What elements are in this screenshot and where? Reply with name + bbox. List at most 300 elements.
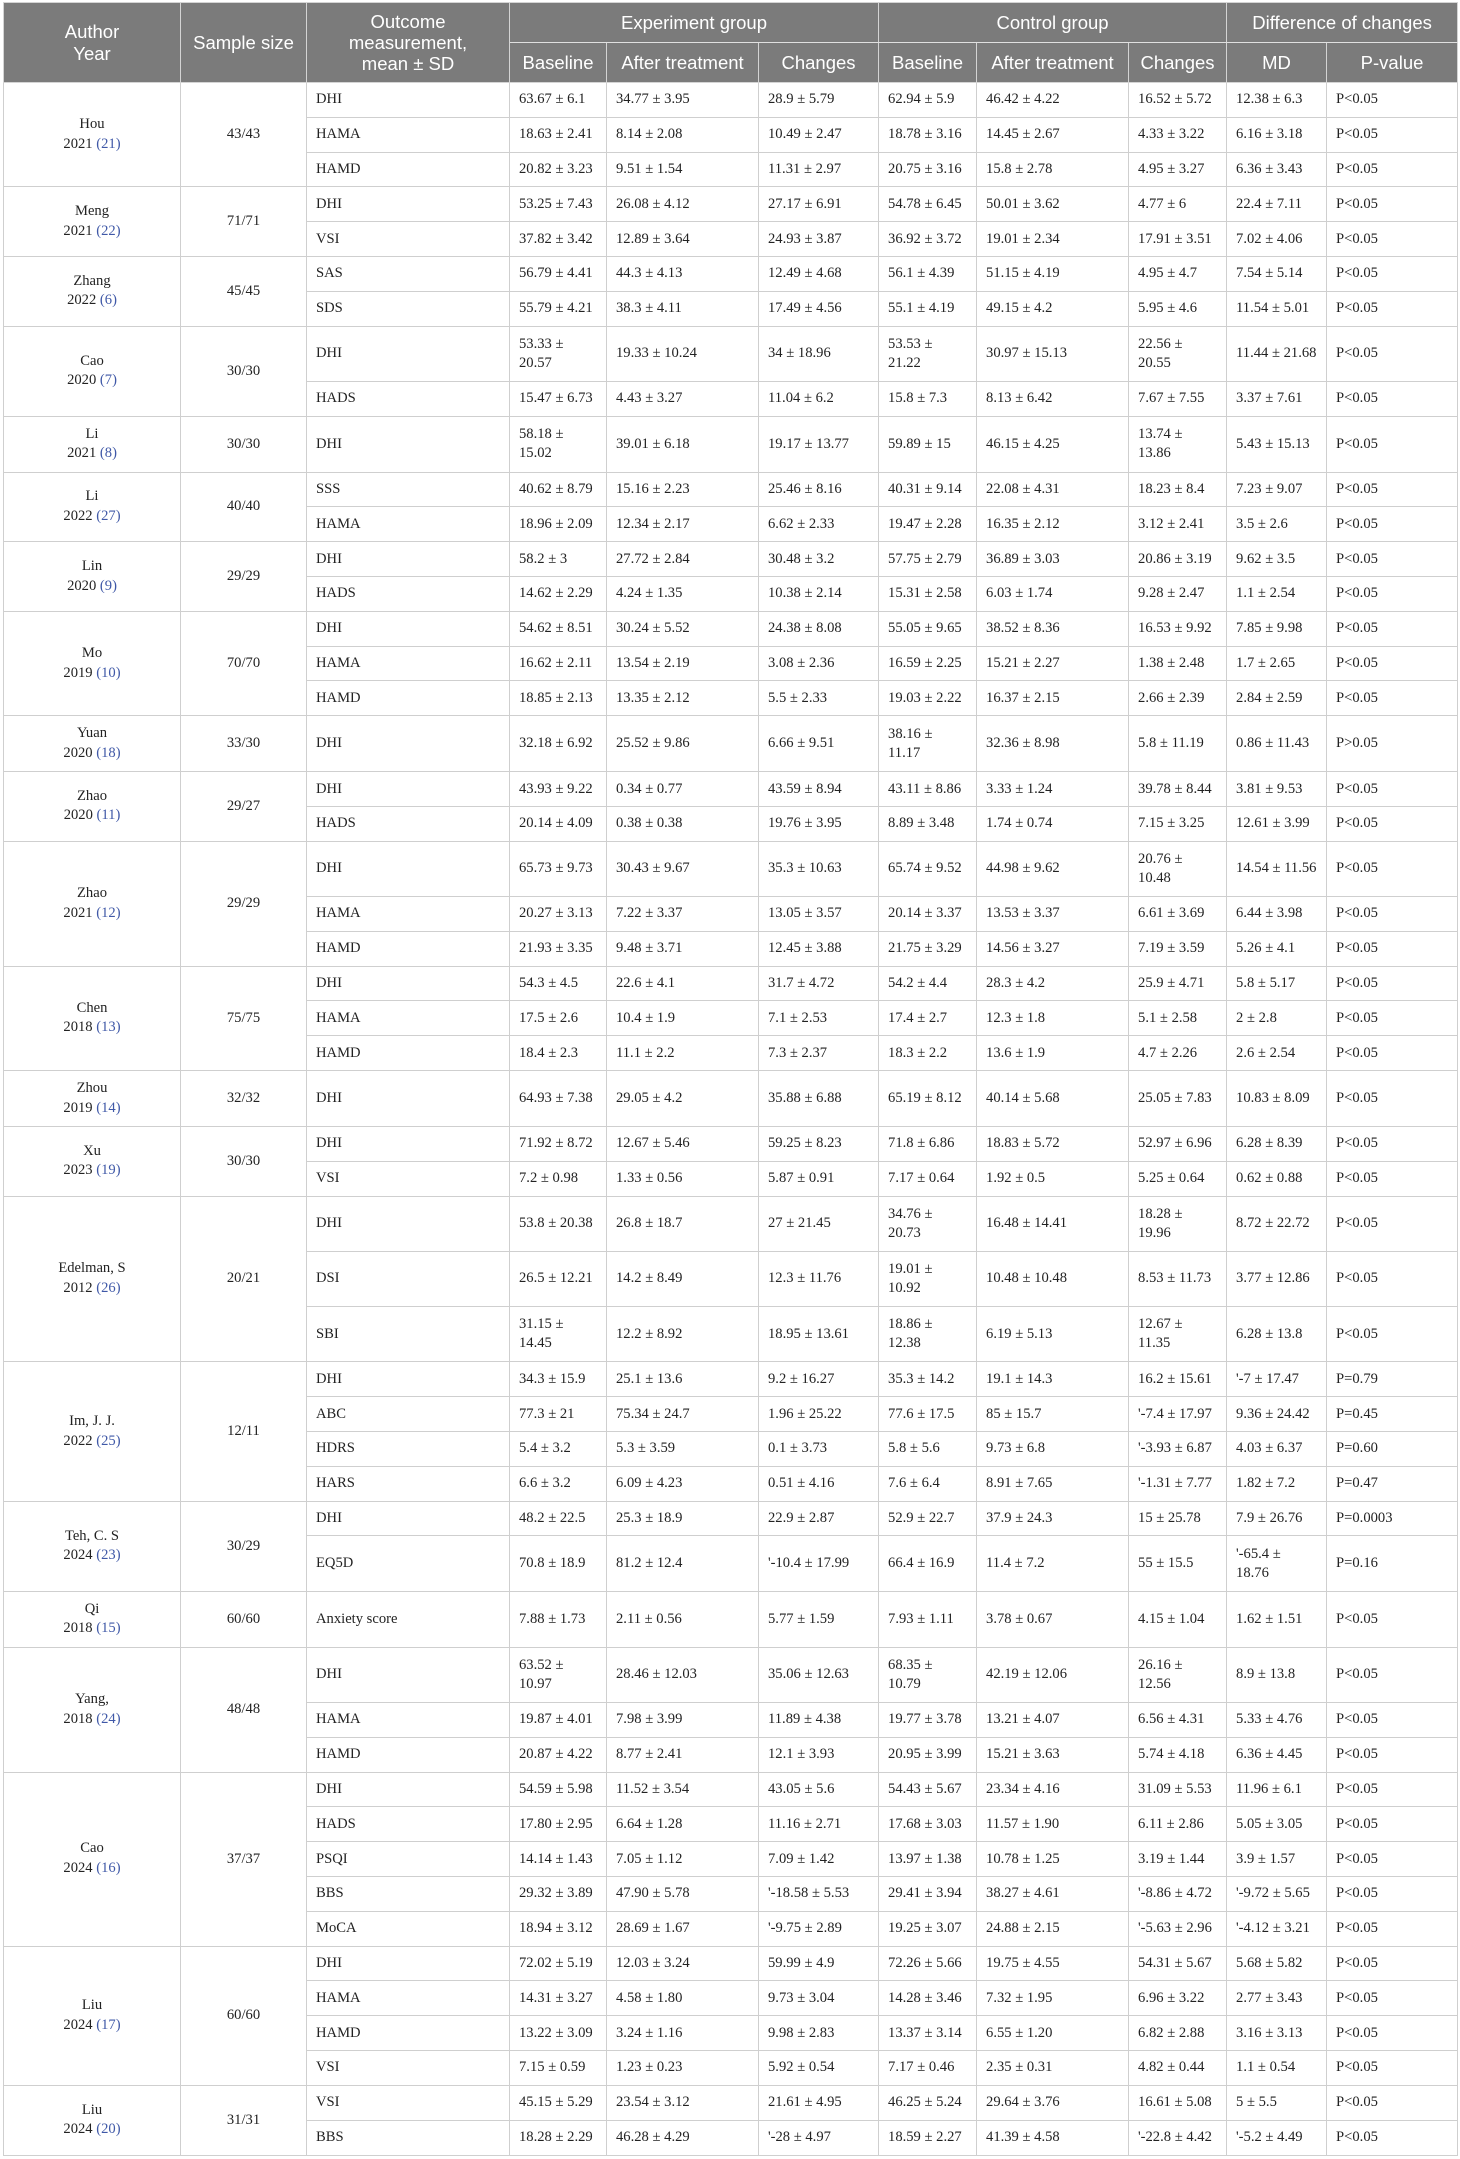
header-ctl-baseline: Baseline xyxy=(879,43,977,83)
ctl-changes-cell: '-7.4 ± 17.97 xyxy=(1129,1397,1227,1432)
study-year: 2019 xyxy=(63,1099,93,1116)
exp-baseline-cell: 29.32 ± 3.89 xyxy=(510,1876,607,1911)
exp-after-cell: 12.34 ± 2.17 xyxy=(607,507,759,542)
ctl-after-cell: 8.91 ± 7.65 xyxy=(977,1466,1129,1501)
author-year-cell xyxy=(4,83,181,187)
exp-changes-cell: 22.9 ± 2.87 xyxy=(759,1501,879,1536)
sample-size-cell: 29/29 xyxy=(181,841,307,966)
ctl-baseline-cell: 34.76 ± 20.73 xyxy=(879,1196,977,1251)
exp-changes-cell: '-10.4 ± 17.99 xyxy=(759,1536,879,1591)
md-cell: 2.77 ± 3.43 xyxy=(1227,1981,1327,2016)
study-year: 2012 xyxy=(63,1279,93,1296)
md-cell: 0.62 ± 0.88 xyxy=(1227,1161,1327,1196)
outcome-cell: DHI xyxy=(307,326,510,381)
ctl-changes-cell: 4.15 ± 1.04 xyxy=(1129,1591,1227,1647)
outcome-cell: DHI xyxy=(307,966,510,1001)
sample-size-cell: 48/48 xyxy=(181,1647,307,1772)
results-table xyxy=(3,2,1458,2156)
ctl-baseline-cell: 68.35 ± 10.79 xyxy=(879,1647,977,1702)
sample-size-cell: 37/37 xyxy=(181,1772,307,1946)
table-body xyxy=(4,83,1458,2156)
ctl-after-cell: 19.75 ± 4.55 xyxy=(977,1946,1129,1981)
ctl-baseline-cell: 40.31 ± 9.14 xyxy=(879,472,977,507)
study-year: 2022 xyxy=(63,1432,93,1449)
exp-baseline-cell: 34.3 ± 15.9 xyxy=(510,1362,607,1397)
exp-baseline-cell: 26.5 ± 12.21 xyxy=(510,1251,607,1306)
exp-changes-cell: 59.25 ± 8.23 xyxy=(759,1126,879,1161)
study-year: 2024 xyxy=(63,2121,93,2138)
p-value-cell: P<0.05 xyxy=(1327,2051,1458,2086)
exp-after-cell: 26.08 ± 4.12 xyxy=(607,187,759,222)
ctl-baseline-cell: 18.3 ± 2.2 xyxy=(879,1036,977,1071)
exp-changes-cell: 5.87 ± 0.91 xyxy=(759,1161,879,1196)
outcome-cell: HAMD xyxy=(307,681,510,716)
md-cell: 2.84 ± 2.59 xyxy=(1227,681,1327,716)
outcome-cell: DHI xyxy=(307,542,510,577)
p-value-cell: P<0.05 xyxy=(1327,187,1458,222)
ctl-baseline-cell: 65.74 ± 9.52 xyxy=(879,841,977,896)
sample-size-cell: 29/29 xyxy=(181,542,307,612)
exp-changes-cell: 35.3 ± 10.63 xyxy=(759,841,879,896)
md-cell: 12.61 ± 3.99 xyxy=(1227,806,1327,841)
ctl-baseline-cell: 19.25 ± 3.07 xyxy=(879,1911,977,1946)
outcome-cell: HAMA xyxy=(307,1001,510,1036)
author-year-cell xyxy=(4,1647,181,1772)
p-value-cell: P<0.05 xyxy=(1327,291,1458,326)
exp-baseline-cell: 63.52 ± 10.97 xyxy=(510,1647,607,1702)
reference-link[interactable]: (21) xyxy=(96,135,121,152)
exp-baseline-cell: 31.15 ± 14.45 xyxy=(510,1307,607,1362)
md-cell: 1.1 ± 0.54 xyxy=(1227,2051,1327,2086)
author-name: Liu xyxy=(81,2101,103,2118)
author-name: Li xyxy=(85,488,99,505)
ctl-baseline-cell: 8.89 ± 3.48 xyxy=(879,806,977,841)
p-value-cell: P<0.05 xyxy=(1327,1251,1458,1306)
exp-baseline-cell: 65.73 ± 9.73 xyxy=(510,841,607,896)
sample-size-cell: 12/11 xyxy=(181,1362,307,1501)
md-cell: 5.05 ± 3.05 xyxy=(1227,1807,1327,1842)
ctl-after-cell: 22.08 ± 4.31 xyxy=(977,472,1129,507)
ctl-changes-cell: 54.31 ± 5.67 xyxy=(1129,1946,1227,1981)
ctl-changes-cell: '-5.63 ± 2.96 xyxy=(1129,1911,1227,1946)
md-cell: 6.16 ± 3.18 xyxy=(1227,117,1327,152)
exp-changes-cell: 10.49 ± 2.47 xyxy=(759,117,879,152)
ctl-changes-cell: 3.12 ± 2.41 xyxy=(1129,507,1227,542)
reference-link[interactable]: (11) xyxy=(96,807,121,824)
md-cell: 5.43 ± 15.13 xyxy=(1227,416,1327,472)
exp-changes-cell: 21.61 ± 4.95 xyxy=(759,2085,879,2120)
ctl-changes-cell: 2.66 ± 2.39 xyxy=(1129,681,1227,716)
reference-link[interactable]: (18) xyxy=(96,744,121,761)
ctl-baseline-cell: 16.59 ± 2.25 xyxy=(879,646,977,681)
md-cell: 8.72 ± 22.72 xyxy=(1227,1196,1327,1251)
ctl-changes-cell: 6.82 ± 2.88 xyxy=(1129,2016,1227,2051)
exp-changes-cell: 11.31 ± 2.97 xyxy=(759,152,879,187)
exp-after-cell: 81.2 ± 12.4 xyxy=(607,1536,759,1591)
ctl-after-cell: 16.35 ± 2.12 xyxy=(977,507,1129,542)
header-author-year xyxy=(4,3,181,83)
reference-link[interactable]: (7) xyxy=(99,372,117,389)
exp-baseline-cell: 56.79 ± 4.41 xyxy=(510,257,607,292)
md-cell: 1.7 ± 2.65 xyxy=(1227,646,1327,681)
md-cell: 7.9 ± 26.76 xyxy=(1227,1501,1327,1536)
outcome-cell: SBI xyxy=(307,1307,510,1362)
ctl-changes-cell: 31.09 ± 5.53 xyxy=(1129,1772,1227,1807)
p-value-cell: P<0.05 xyxy=(1327,841,1458,896)
ctl-baseline-cell: 72.26 ± 5.66 xyxy=(879,1946,977,1981)
author-name: Edelman, S xyxy=(58,1260,126,1277)
author-name: Zhang xyxy=(73,272,111,289)
reference-link[interactable]: (26) xyxy=(96,1279,121,1296)
reference-link[interactable]: (15) xyxy=(96,1620,121,1637)
author-name: Lin xyxy=(81,557,103,574)
ctl-after-cell: 50.01 ± 3.62 xyxy=(977,187,1129,222)
md-cell: 11.44 ± 21.68 xyxy=(1227,326,1327,381)
ctl-baseline-cell: 65.19 ± 8.12 xyxy=(879,1071,977,1127)
study-year: 2023 xyxy=(63,1162,93,1179)
ctl-changes-cell: 1.38 ± 2.48 xyxy=(1129,646,1227,681)
ctl-changes-cell: 4.77 ± 6 xyxy=(1129,187,1227,222)
ctl-changes-cell: 4.82 ± 0.44 xyxy=(1129,2051,1227,2086)
reference-link[interactable]: (19) xyxy=(96,1162,121,1179)
exp-after-cell: 30.24 ± 5.52 xyxy=(607,611,759,646)
p-value-cell: P<0.05 xyxy=(1327,897,1458,932)
outcome-cell: DHI xyxy=(307,772,510,807)
ctl-after-cell: 6.19 ± 5.13 xyxy=(977,1307,1129,1362)
reference-link[interactable]: (22) xyxy=(96,222,121,239)
exp-changes-cell: 7.1 ± 2.53 xyxy=(759,1001,879,1036)
ctl-baseline-cell: 56.1 ± 4.39 xyxy=(879,257,977,292)
exp-after-cell: 28.69 ± 1.67 xyxy=(607,1911,759,1946)
outcome-cell: DHI xyxy=(307,716,510,772)
header-p-value: P-value xyxy=(1327,43,1458,83)
exp-baseline-cell: 45.15 ± 5.29 xyxy=(510,2085,607,2120)
outcome-cell: DSI xyxy=(307,1251,510,1306)
sample-size-cell: 30/30 xyxy=(181,326,307,416)
table-header xyxy=(4,3,1458,83)
exp-changes-cell: 12.49 ± 4.68 xyxy=(759,257,879,292)
ctl-changes-cell: 13.74 ± 13.86 xyxy=(1129,416,1227,472)
reference-link[interactable]: (20) xyxy=(96,2121,121,2138)
ctl-baseline-cell: 14.28 ± 3.46 xyxy=(879,1981,977,2016)
exp-baseline-cell: 54.62 ± 8.51 xyxy=(510,611,607,646)
study-year: 2021 xyxy=(63,222,93,239)
exp-changes-cell: '-9.75 ± 2.89 xyxy=(759,1911,879,1946)
author-name: Zhao xyxy=(77,787,107,804)
p-value-cell: P<0.05 xyxy=(1327,1036,1458,1071)
ctl-after-cell: 19.1 ± 14.3 xyxy=(977,1362,1129,1397)
study-year: 2020 xyxy=(67,372,97,389)
exp-baseline-cell: 40.62 ± 8.79 xyxy=(510,472,607,507)
reference-link[interactable]: (17) xyxy=(96,2016,121,2033)
exp-changes-cell: 9.2 ± 16.27 xyxy=(759,1362,879,1397)
reference-link[interactable]: (13) xyxy=(96,1019,121,1036)
outcome-cell: HAMD xyxy=(307,931,510,966)
table-row xyxy=(4,772,1458,807)
p-value-cell: P<0.05 xyxy=(1327,2085,1458,2120)
exp-baseline-cell: 37.82 ± 3.42 xyxy=(510,222,607,257)
p-value-cell: P=0.47 xyxy=(1327,1466,1458,1501)
p-value-cell: P<0.05 xyxy=(1327,117,1458,152)
author-name: Meng xyxy=(74,203,110,220)
exp-baseline-cell: 18.63 ± 2.41 xyxy=(510,117,607,152)
exp-changes-cell: 10.38 ± 2.14 xyxy=(759,577,879,612)
author-year-cell xyxy=(4,187,181,257)
exp-after-cell: 9.51 ± 1.54 xyxy=(607,152,759,187)
exp-changes-cell: 43.05 ± 5.6 xyxy=(759,1772,879,1807)
md-cell: 10.83 ± 8.09 xyxy=(1227,1071,1327,1127)
exp-changes-cell: 9.98 ± 2.83 xyxy=(759,2016,879,2051)
reference-link[interactable]: (24) xyxy=(96,1710,121,1727)
outcome-cell: HAMA xyxy=(307,507,510,542)
ctl-baseline-cell: 55.1 ± 4.19 xyxy=(879,291,977,326)
reference-link[interactable]: (23) xyxy=(96,1547,121,1564)
exp-changes-cell: 6.66 ± 9.51 xyxy=(759,716,879,772)
table-row xyxy=(4,1647,1458,1702)
ctl-baseline-cell: 20.75 ± 3.16 xyxy=(879,152,977,187)
author-year-cell xyxy=(4,542,181,612)
md-cell: 7.23 ± 9.07 xyxy=(1227,472,1327,507)
ctl-changes-cell: 8.53 ± 11.73 xyxy=(1129,1251,1227,1306)
p-value-cell: P<0.05 xyxy=(1327,1981,1458,2016)
exp-after-cell: 39.01 ± 6.18 xyxy=(607,416,759,472)
sample-size-cell: 20/21 xyxy=(181,1196,307,1362)
header-experiment-group: Experiment group xyxy=(510,3,879,43)
author-year-cell xyxy=(4,1126,181,1196)
md-cell: 3.77 ± 12.86 xyxy=(1227,1251,1327,1306)
ctl-baseline-cell: 52.9 ± 22.7 xyxy=(879,1501,977,1536)
study-year: 2024 xyxy=(63,1547,93,1564)
ctl-after-cell: 8.13 ± 6.42 xyxy=(977,381,1129,416)
exp-after-cell: 4.58 ± 1.80 xyxy=(607,1981,759,2016)
study-year: 2018 xyxy=(63,1620,93,1637)
outcome-cell: VSI xyxy=(307,2051,510,2086)
outcome-cell: BBS xyxy=(307,2120,510,2155)
table-row xyxy=(4,1772,1458,1807)
exp-baseline-cell: 16.62 ± 2.11 xyxy=(510,646,607,681)
ctl-changes-cell: '-1.31 ± 7.77 xyxy=(1129,1466,1227,1501)
ctl-baseline-cell: 13.37 ± 3.14 xyxy=(879,2016,977,2051)
exp-after-cell: 0.34 ± 0.77 xyxy=(607,772,759,807)
p-value-cell: P<0.05 xyxy=(1327,1196,1458,1251)
outcome-cell: PSQI xyxy=(307,1842,510,1877)
outcome-cell: HAMD xyxy=(307,152,510,187)
exp-after-cell: 23.54 ± 3.12 xyxy=(607,2085,759,2120)
ctl-after-cell: 46.15 ± 4.25 xyxy=(977,416,1129,472)
ctl-changes-cell: 12.67 ± 11.35 xyxy=(1129,1307,1227,1362)
p-value-cell: P>0.05 xyxy=(1327,716,1458,772)
md-cell: '-4.12 ± 3.21 xyxy=(1227,1911,1327,1946)
reference-link[interactable]: (16) xyxy=(96,1860,121,1877)
ctl-after-cell: 2.35 ± 0.31 xyxy=(977,2051,1129,2086)
ctl-baseline-cell: 54.2 ± 4.4 xyxy=(879,966,977,1001)
md-cell: 6.28 ± 8.39 xyxy=(1227,1126,1327,1161)
ctl-after-cell: 15.21 ± 2.27 xyxy=(977,646,1129,681)
exp-after-cell: 28.46 ± 12.03 xyxy=(607,1647,759,1702)
exp-after-cell: 7.05 ± 1.12 xyxy=(607,1842,759,1877)
exp-after-cell: 25.3 ± 18.9 xyxy=(607,1501,759,1536)
ctl-after-cell: 38.27 ± 4.61 xyxy=(977,1876,1129,1911)
study-year: 2021 xyxy=(63,904,93,921)
md-cell: 7.54 ± 5.14 xyxy=(1227,257,1327,292)
ctl-after-cell: 16.48 ± 14.41 xyxy=(977,1196,1129,1251)
reference-link[interactable]: (14) xyxy=(96,1099,121,1116)
ctl-changes-cell: 52.97 ± 6.96 xyxy=(1129,1126,1227,1161)
ctl-baseline-cell: 18.59 ± 2.27 xyxy=(879,2120,977,2155)
ctl-changes-cell: 5.74 ± 4.18 xyxy=(1129,1737,1227,1772)
outcome-cell: DHI xyxy=(307,1501,510,1536)
outcome-cell: HAMA xyxy=(307,1981,510,2016)
ctl-after-cell: 10.78 ± 1.25 xyxy=(977,1842,1129,1877)
reference-link[interactable]: (9) xyxy=(99,577,117,594)
ctl-changes-cell: 6.11 ± 2.86 xyxy=(1129,1807,1227,1842)
exp-changes-cell: 30.48 ± 3.2 xyxy=(759,542,879,577)
author-name: Cao xyxy=(80,352,104,369)
sample-size-cell: 32/32 xyxy=(181,1071,307,1127)
outcome-cell: HAMA xyxy=(307,1702,510,1737)
author-name: Li xyxy=(85,425,99,442)
ctl-changes-cell: 55 ± 15.5 xyxy=(1129,1536,1227,1591)
ctl-after-cell: 23.34 ± 4.16 xyxy=(977,1772,1129,1807)
exp-after-cell: 12.2 ± 8.92 xyxy=(607,1307,759,1362)
exp-changes-cell: 3.08 ± 2.36 xyxy=(759,646,879,681)
p-value-cell: P<0.05 xyxy=(1327,416,1458,472)
author-name: Chen xyxy=(76,999,108,1016)
ctl-changes-cell: 4.33 ± 3.22 xyxy=(1129,117,1227,152)
exp-after-cell: 47.90 ± 5.78 xyxy=(607,1876,759,1911)
sample-size-cell: 75/75 xyxy=(181,966,307,1070)
outcome-cell: HAMD xyxy=(307,1737,510,1772)
p-value-cell: P<0.05 xyxy=(1327,1737,1458,1772)
p-value-cell: P<0.05 xyxy=(1327,772,1458,807)
ctl-after-cell: 13.21 ± 4.07 xyxy=(977,1702,1129,1737)
exp-changes-cell: 5.77 ± 1.59 xyxy=(759,1591,879,1647)
table-row xyxy=(4,716,1458,772)
table-row xyxy=(4,257,1458,292)
outcome-cell: VSI xyxy=(307,222,510,257)
header-year-label: Year xyxy=(73,42,111,64)
md-cell: 11.54 ± 5.01 xyxy=(1227,291,1327,326)
ctl-baseline-cell: 46.25 ± 5.24 xyxy=(879,2085,977,2120)
p-value-cell: P<0.05 xyxy=(1327,966,1458,1001)
exp-changes-cell: 18.95 ± 13.61 xyxy=(759,1307,879,1362)
exp-changes-cell: 19.76 ± 3.95 xyxy=(759,806,879,841)
header-exp-after-treatment: After treatment xyxy=(607,43,759,83)
md-cell: '-5.2 ± 4.49 xyxy=(1227,2120,1327,2155)
exp-baseline-cell: 21.93 ± 3.35 xyxy=(510,931,607,966)
exp-changes-cell: 17.49 ± 4.56 xyxy=(759,291,879,326)
exp-changes-cell: 34 ± 18.96 xyxy=(759,326,879,381)
ctl-changes-cell: 25.9 ± 4.71 xyxy=(1129,966,1227,1001)
ctl-baseline-cell: 19.77 ± 3.78 xyxy=(879,1702,977,1737)
ctl-after-cell: 51.15 ± 4.19 xyxy=(977,257,1129,292)
md-cell: 7.85 ± 9.98 xyxy=(1227,611,1327,646)
p-value-cell: P<0.05 xyxy=(1327,326,1458,381)
p-value-cell: P<0.05 xyxy=(1327,1911,1458,1946)
outcome-cell: SSS xyxy=(307,472,510,507)
ctl-after-cell: 13.6 ± 1.9 xyxy=(977,1036,1129,1071)
ctl-after-cell: 11.57 ± 1.90 xyxy=(977,1807,1129,1842)
header-outcome-line2: measurement, xyxy=(348,31,468,53)
author-name: Yuan xyxy=(77,725,107,742)
ctl-changes-cell: 5.25 ± 0.64 xyxy=(1129,1161,1227,1196)
outcome-cell: Anxiety score xyxy=(307,1591,510,1647)
exp-changes-cell: 35.88 ± 6.88 xyxy=(759,1071,879,1127)
exp-after-cell: 5.3 ± 3.59 xyxy=(607,1432,759,1467)
author-name: Qi xyxy=(84,1600,100,1617)
header-outcome-line3: mean ± SD xyxy=(361,53,455,75)
ctl-baseline-cell: 62.94 ± 5.9 xyxy=(879,83,977,118)
md-cell: 6.36 ± 3.43 xyxy=(1227,152,1327,187)
header-exp-baseline: Baseline xyxy=(510,43,607,83)
table-row xyxy=(4,611,1458,646)
p-value-cell: P<0.05 xyxy=(1327,646,1458,681)
exp-baseline-cell: 14.31 ± 3.27 xyxy=(510,1981,607,2016)
reference-link[interactable]: (27) xyxy=(96,507,121,524)
exp-baseline-cell: 18.96 ± 2.09 xyxy=(510,507,607,542)
reference-link[interactable]: (10) xyxy=(96,664,121,681)
ctl-after-cell: 3.78 ± 0.67 xyxy=(977,1591,1129,1647)
md-cell: 4.03 ± 6.37 xyxy=(1227,1432,1327,1467)
ctl-after-cell: 44.98 ± 9.62 xyxy=(977,841,1129,896)
ctl-after-cell: 42.19 ± 12.06 xyxy=(977,1647,1129,1702)
exp-baseline-cell: 55.79 ± 4.21 xyxy=(510,291,607,326)
ctl-changes-cell: 7.67 ± 7.55 xyxy=(1129,381,1227,416)
exp-after-cell: 1.33 ± 0.56 xyxy=(607,1161,759,1196)
exp-changes-cell: 0.1 ± 3.73 xyxy=(759,1432,879,1467)
table-row xyxy=(4,1591,1458,1647)
md-cell: 2.6 ± 2.54 xyxy=(1227,1036,1327,1071)
author-year-cell xyxy=(4,1591,181,1647)
ctl-after-cell: 41.39 ± 4.58 xyxy=(977,2120,1129,2155)
exp-baseline-cell: 63.67 ± 6.1 xyxy=(510,83,607,118)
exp-after-cell: 15.16 ± 2.23 xyxy=(607,472,759,507)
sample-size-cell: 30/29 xyxy=(181,1501,307,1591)
exp-changes-cell: 19.17 ± 13.77 xyxy=(759,416,879,472)
ctl-after-cell: 29.64 ± 3.76 xyxy=(977,2085,1129,2120)
exp-changes-cell: 27.17 ± 6.91 xyxy=(759,187,879,222)
exp-changes-cell: 0.51 ± 4.16 xyxy=(759,1466,879,1501)
ctl-baseline-cell: 7.93 ± 1.11 xyxy=(879,1591,977,1647)
author-year-cell xyxy=(4,416,181,472)
outcome-cell: VSI xyxy=(307,1161,510,1196)
reference-link[interactable]: (8) xyxy=(99,445,117,462)
ctl-after-cell: 19.01 ± 2.34 xyxy=(977,222,1129,257)
outcome-cell: HADS xyxy=(307,806,510,841)
exp-baseline-cell: 58.2 ± 3 xyxy=(510,542,607,577)
header-outcome xyxy=(307,3,510,83)
p-value-cell: P<0.05 xyxy=(1327,931,1458,966)
author-year-cell xyxy=(4,966,181,1070)
header-author-label: Author xyxy=(64,21,120,43)
ctl-changes-cell: 39.78 ± 8.44 xyxy=(1129,772,1227,807)
reference-link[interactable]: (12) xyxy=(96,904,121,921)
reference-link[interactable]: (6) xyxy=(99,292,117,309)
exp-changes-cell: 12.3 ± 11.76 xyxy=(759,1251,879,1306)
md-cell: 12.38 ± 6.3 xyxy=(1227,83,1327,118)
outcome-cell: BBS xyxy=(307,1876,510,1911)
md-cell: '-65.4 ± 18.76 xyxy=(1227,1536,1327,1591)
ctl-changes-cell: 6.96 ± 3.22 xyxy=(1129,1981,1227,2016)
outcome-cell: DHI xyxy=(307,83,510,118)
sample-size-cell: 40/40 xyxy=(181,472,307,542)
md-cell: 3.37 ± 7.61 xyxy=(1227,381,1327,416)
author-year-cell xyxy=(4,841,181,966)
exp-baseline-cell: 15.47 ± 6.73 xyxy=(510,381,607,416)
table-row xyxy=(4,966,1458,1001)
author-name: Xu xyxy=(83,1142,101,1159)
reference-link[interactable]: (25) xyxy=(96,1432,121,1449)
